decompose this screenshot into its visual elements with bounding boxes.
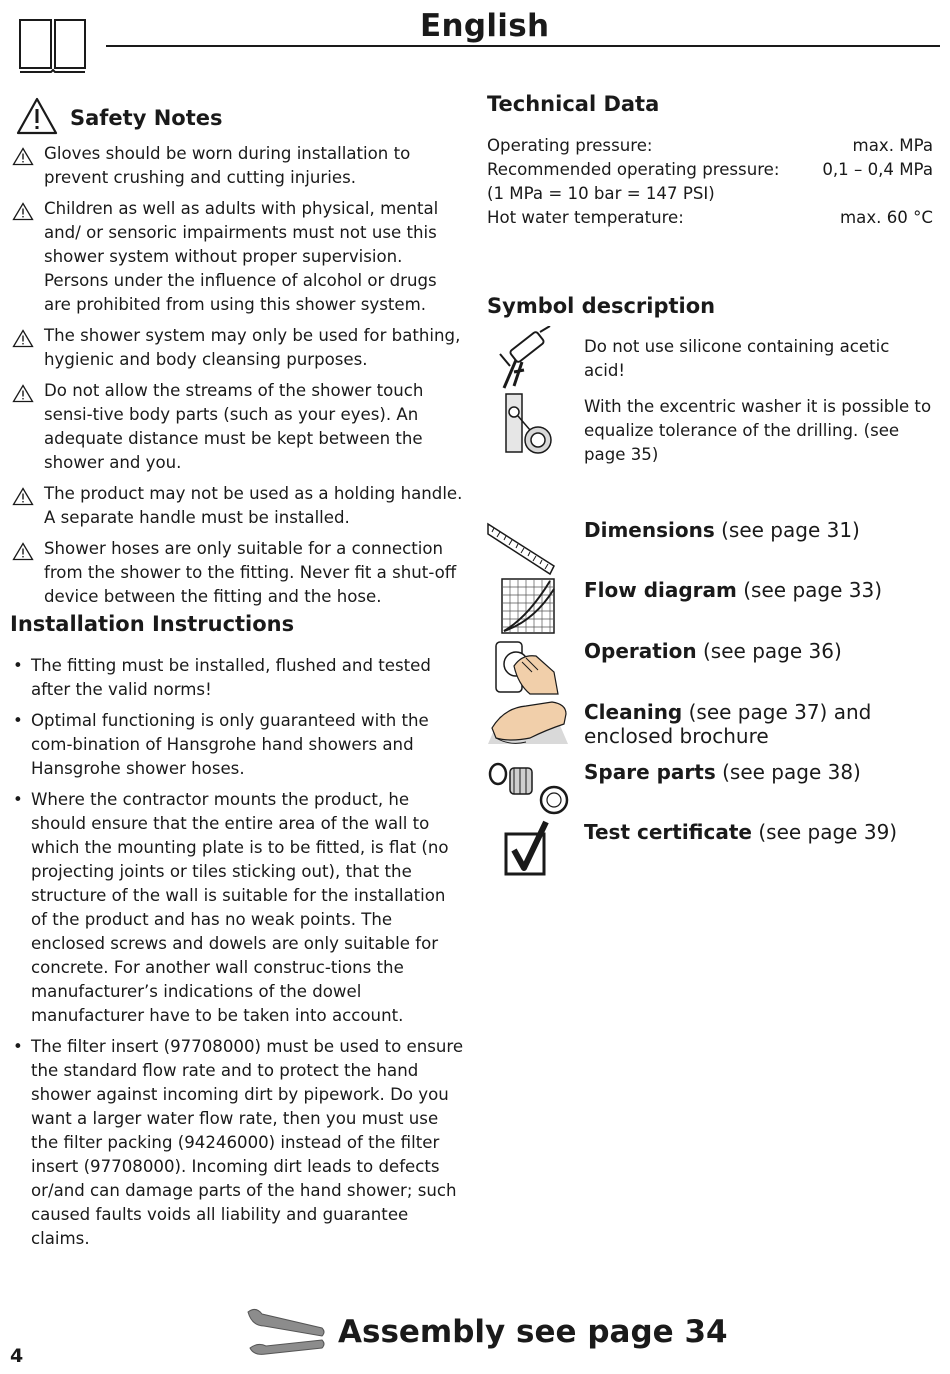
- excentric-washer-icon: [500, 392, 556, 460]
- installation-item: • Where the contractor mounts the product, he should ensure that the entire area of the wall to which the mounting plate is to be fitted, is flat (no projecting joints or tiles sticking out), that the structure of the wall is suitable for the installation of the product and has no weak points. The enclosed screws and dowels are only suitable for concrete. For another wall construc-tions the manufacturer’s indications of the dowel manufacturer have to be taken into account.: [13, 790, 449, 1025]
- page-number: 4: [10, 1345, 24, 1367]
- pressure-conversion: (1 MPa = 10 bar = 147 PSI): [487, 184, 715, 203]
- operation-ref: Operation (see page 36): [584, 639, 842, 663]
- installation-title: Installation Instructions: [10, 612, 295, 636]
- installation-item: • The filter insert (97708000) must be used to ensure the standard flow rate and to protect the hand shower against incoming dirt by pipework. Do you want a larger water flow rate, then you must use the filter packing (94246000) instead of the filter insert (97708000). Incoming dirt leads to defects or/and can damage parts of the hand shower; such caused faults voids all liability and guarantee claims.: [13, 1037, 464, 1248]
- technical-data: [487, 134, 933, 230]
- cleaning-ref: Cleaning (see page 37) and enclosed brochure: [584, 700, 872, 748]
- page-title: English: [420, 8, 550, 44]
- warning-icon: [12, 542, 34, 561]
- assembly-reference: Assembly see page 34: [338, 1314, 728, 1350]
- installation-item: • The fitting must be installed, flushed and tested after the valid norms!: [13, 656, 431, 699]
- test-certificate-ref: Test certificate (see page 39): [584, 820, 898, 844]
- wrench-icon: [244, 1306, 326, 1364]
- silicone-gun-icon: [496, 326, 556, 396]
- symbol-title: Symbol description: [487, 294, 716, 318]
- warning-icon: [12, 329, 34, 348]
- safety-item: The product may not be used as a holding handle. A separate handle must be installed.: [10, 482, 466, 530]
- safety-item: The shower system may only be used for bathing, hygienic and body cleansing purposes.: [10, 324, 466, 372]
- washer-text: With the excentric washer it is possible to equalize tolerance of the drilling. (see page 35): [584, 397, 932, 464]
- flow-diagram-icon: [500, 577, 556, 639]
- warning-large-icon: [15, 96, 59, 140]
- warning-icon: [12, 147, 34, 166]
- recommended-pressure-row: Recommended operating pressure: 0,1 – 0,4 MPa: [487, 160, 933, 179]
- safety-item: Children as well as adults with physical, mental and/ or sensoric impairments must not use this shower system without proper supervision. Persons under the influence of alcohol or drugs are prohibited from using this shower system.: [10, 197, 466, 317]
- technical-title: Technical Data: [487, 92, 660, 116]
- spare-parts-ref: Spare parts (see page 38): [584, 760, 861, 784]
- warning-icon: [12, 487, 34, 506]
- spare-parts-icon: [488, 758, 572, 820]
- ruler-icon: [486, 518, 556, 580]
- flow-diagram-ref: Flow diagram (see page 33): [584, 578, 882, 602]
- safety-item: Gloves should be worn during installation to prevent crushing and cutting injuries.: [10, 142, 466, 190]
- safety-title: Safety Notes: [70, 106, 223, 130]
- warning-icon: [12, 384, 34, 403]
- operation-hand-icon: [492, 636, 562, 700]
- hot-water-row: Hot water temperature: max. 60 °C: [487, 208, 933, 227]
- title-rule: [106, 45, 940, 47]
- installation-item: • Optimal functioning is only guaranteed with the com-bination of Hansgrohe hand showers and Hansgrohe shower hoses.: [13, 711, 429, 778]
- silicone-text: Do not use silicone containing acetic acid!: [584, 337, 890, 380]
- checkmark-box-icon: [502, 820, 554, 882]
- safety-item: Do not allow the streams of the shower touch sensi-tive body parts (such as your eyes). An adequate distance must be kept between the shower and you.: [10, 379, 466, 475]
- operating-pressure-row: Operating pressure: max. MPa: [487, 136, 933, 155]
- dimensions-ref: Dimensions (see page 31): [584, 518, 860, 542]
- safety-list: [10, 142, 466, 616]
- safety-item: Shower hoses are only suitable for a connection from the shower to the fitting. Never fit a shut-off device between the fitting and the hose.: [10, 537, 466, 609]
- cleaning-hand-icon: [486, 698, 570, 752]
- warning-icon: [12, 202, 34, 221]
- book-icon: [18, 16, 88, 78]
- installation-list: [10, 654, 466, 1258]
